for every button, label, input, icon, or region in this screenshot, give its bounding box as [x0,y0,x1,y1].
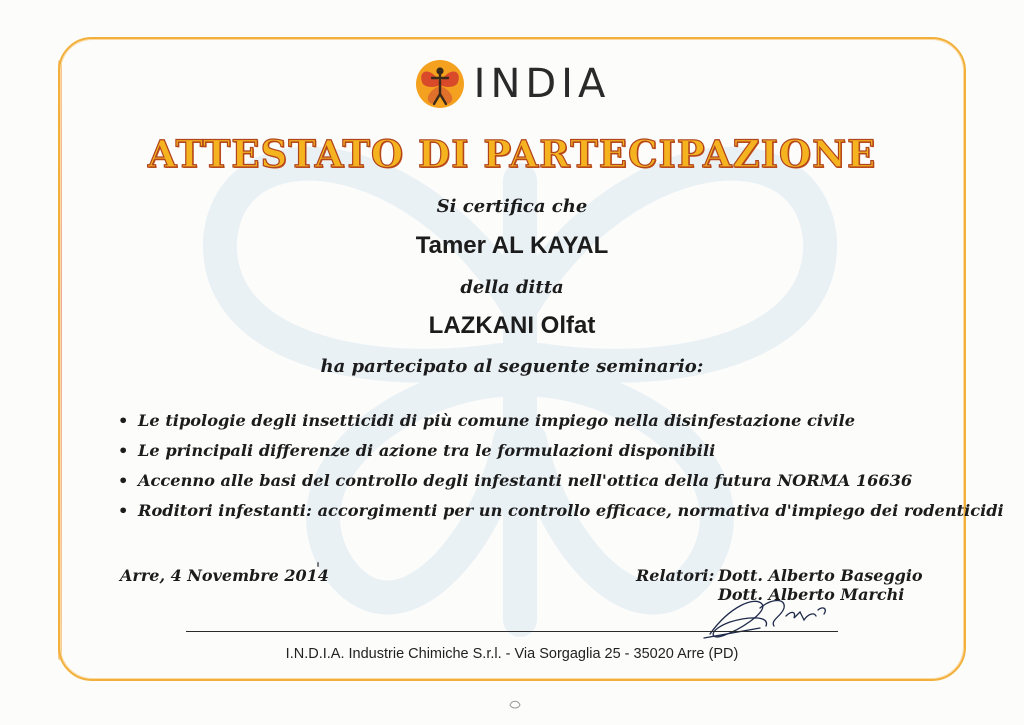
list-item [118,436,918,466]
bullet-icon: • [118,441,129,460]
bullet-icon: • [118,411,129,430]
header [0,58,1024,114]
company-address: I.N.D.I.A. Industrie Chimiche S.r.l. - Via Sorgaglia 25 - 35020 Arre (PD) [285,646,739,662]
handwritten-signature [700,586,840,642]
certificate-title: ATTESTATO DI PARTECIPAZIONE [147,132,877,176]
topic-text: Le tipologie degli insetticidi di più comune impiego nella disinfestazione civile [138,411,856,430]
list-item [118,466,918,496]
bullet-icon: • [118,471,129,490]
signature-rule [186,631,838,632]
butterfly-figure-logo-icon [414,58,466,110]
topic-text: Le principali differenze di azione tra le formulazioni disponibili [138,441,716,460]
issue-date: Arre, 4 Novembre 2014 [120,566,329,585]
list-item [118,496,1004,526]
speaker-name: Dott. Alberto Baseggio [718,566,923,585]
company-name: LAZKANI Olfat [428,312,596,339]
company-intro: della ditta [460,277,564,298]
topic-text: Roditori infestanti: accorgimenti per un controllo efficace, normativa d'impiego dei rodenticidi [138,501,1004,520]
speakers-label: Relatori: [636,566,715,585]
list-item [118,406,918,436]
seminar-topics-list [118,406,1004,526]
topic-text: Accenno alle basi del controllo degli infestanti nell'ottica della futura NORMA 16636 [138,471,913,490]
participant-name: Tamer AL KAYAL [415,232,609,259]
certify-line: Si certifica che [436,196,588,217]
seminar-intro: ha partecipato al seguente seminario: [320,356,704,377]
speaker-name: Dott. Alberto Marchi [718,585,905,604]
small-emblem-icon [508,700,522,710]
brand-name: INDIA [473,61,611,107]
bullet-icon: • [118,501,129,520]
